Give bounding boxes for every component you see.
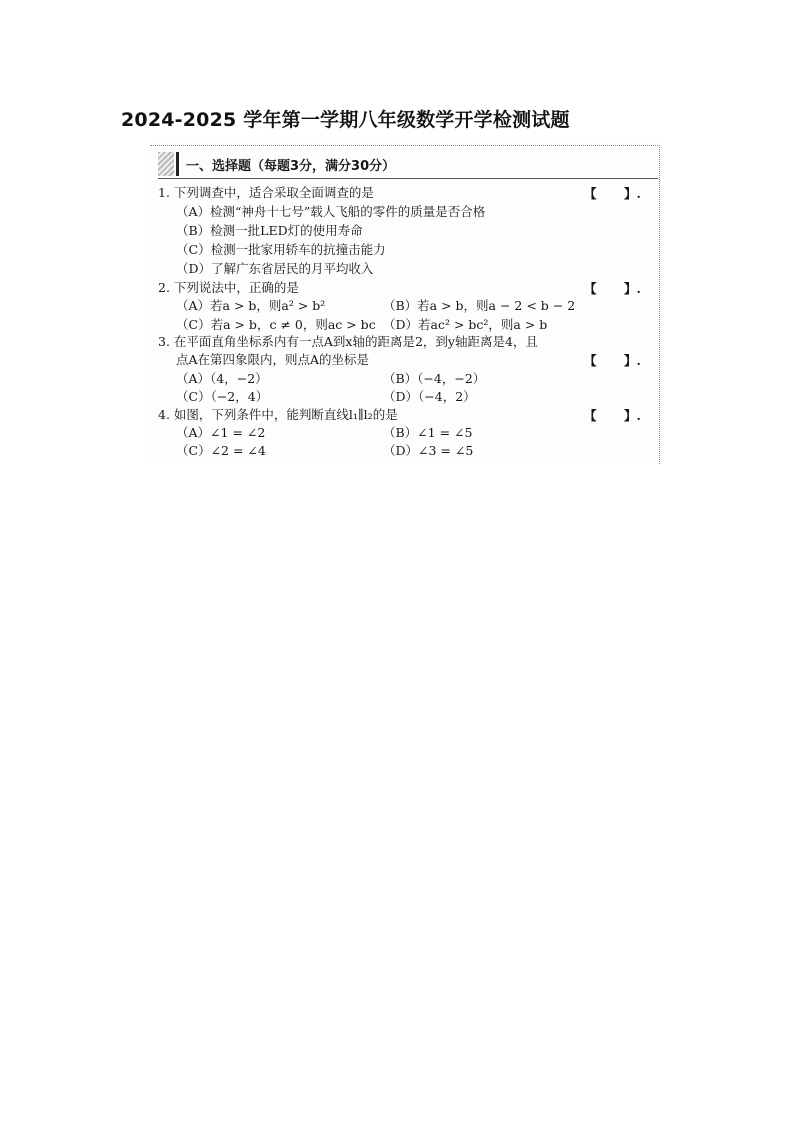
question-4-option-b: （B）∠1 = ∠5 xyxy=(383,425,473,440)
page-title: 2024-2025 学年第一学期八年级数学开学检测试题 xyxy=(121,109,570,131)
bracket-open: 【 xyxy=(584,186,597,201)
question-1-option-b: （B）检测一批LED灯的使用寿命 xyxy=(176,223,363,238)
bracket-open: 【 xyxy=(584,281,597,296)
section-title: 一、选择题（每题3分，满分30分） xyxy=(186,159,396,174)
question-1-option-a: （A）检测“神舟十七号”载人飞船的零件的质量是否合格 xyxy=(176,204,486,219)
question-4-stem: 4. 如图，下列条件中，能判断直线l₁∥l₂的是 xyxy=(158,407,398,422)
question-3-stem-line-2: 点A在第四象限内，则点A的坐标是 xyxy=(176,352,370,367)
section-marker-edge xyxy=(176,152,179,176)
question-1-answer-bracket xyxy=(584,184,641,202)
bracket-close: 】. xyxy=(624,408,641,423)
bracket-open: 【 xyxy=(584,353,597,368)
scanned-question-image xyxy=(150,142,660,464)
bracket-close: 】. xyxy=(624,281,641,296)
question-3-answer-bracket xyxy=(584,351,641,369)
question-2-answer-bracket xyxy=(584,279,641,297)
question-1-option-d: （D）了解广东省居民的月平均收入 xyxy=(176,261,374,276)
question-2-stem: 2. 下列说法中，正确的是 xyxy=(158,280,299,295)
question-4-option-c: （C）∠2 = ∠4 xyxy=(176,443,266,458)
section-marker-icon xyxy=(158,152,174,176)
question-2-option-d: （D）若ac² > bc²，则a > b xyxy=(383,317,548,332)
bracket-open: 【 xyxy=(584,408,597,423)
bracket-close: 】. xyxy=(624,186,641,201)
question-4-answer-bracket xyxy=(584,406,641,424)
question-3-option-a: （A）（4，−2） xyxy=(176,371,268,386)
question-1-stem: 1. 下列调查中，适合采取全面调查的是 xyxy=(158,185,374,200)
question-2-option-b: （B）若a > b，则a − 2 < b − 2 xyxy=(383,298,576,313)
section-divider xyxy=(158,178,658,179)
question-3-option-d: （D）（−4，2） xyxy=(383,389,476,404)
question-3-option-c: （C）（−2，4） xyxy=(176,389,269,404)
dotted-border-top xyxy=(150,145,660,146)
bracket-close: 】. xyxy=(624,353,641,368)
question-3-stem-line-1: 3. 在平面直角坐标系内有一点A到x轴的距离是2，到y轴距离是4，且 xyxy=(158,334,538,349)
question-1-option-c: （C）检测一批家用轿车的抗撞击能力 xyxy=(176,242,386,257)
dotted-border-right xyxy=(659,145,660,464)
question-2-option-c: （C）若a > b，c ≠ 0，则ac > bc xyxy=(176,317,376,332)
section-header xyxy=(158,152,648,176)
question-2-option-a: （A）若a > b，则a² > b² xyxy=(176,298,326,313)
question-4-option-a: （A）∠1 = ∠2 xyxy=(176,425,266,440)
question-3-option-b: （B）（−4，−2） xyxy=(383,371,486,386)
question-4-option-d: （D）∠3 = ∠5 xyxy=(383,443,474,458)
